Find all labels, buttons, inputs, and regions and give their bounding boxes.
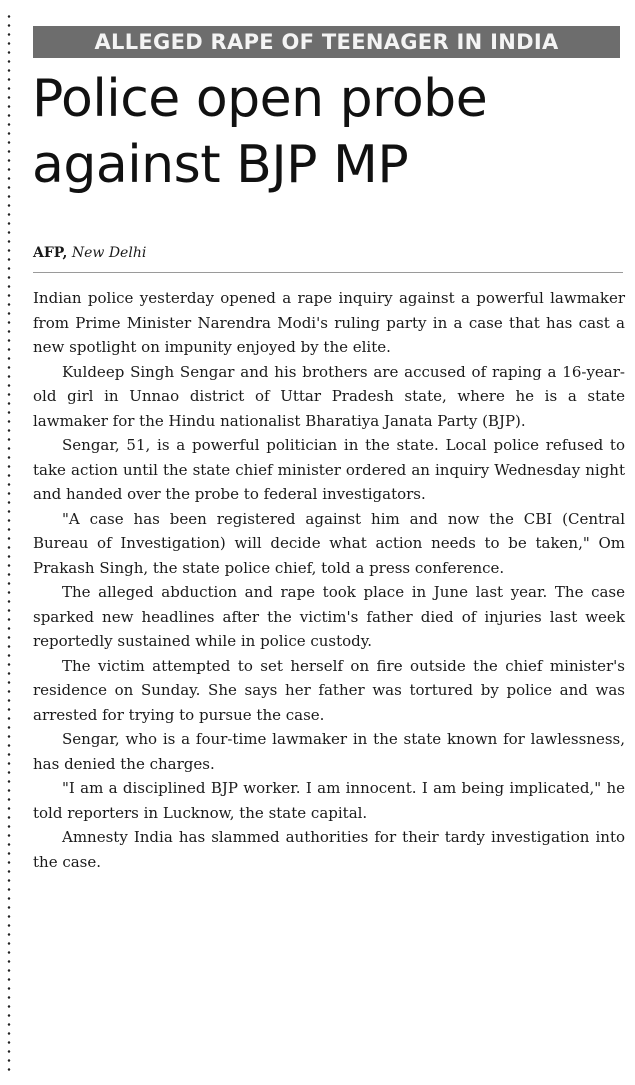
paragraph: Kuldeep Singh Sengar and his brothers are accused of raping a 16-year-old girl in Unnao district of Uttar Pradesh state, where he is a state lawmaker for the Hindu nationalist Bharatiya Janata Party (BJP). xyxy=(33,362,625,430)
paragraph: "I am a disciplined BJP worker. I am innocent. I am being implicated," he told reporters in Lucknow, the state capital. xyxy=(33,779,625,822)
headline-line-1: Police open probe xyxy=(32,69,488,129)
paragraph: Sengar, 51, is a powerful politician in the state. Local police refused to take action until the state chief minister ordered an inquiry Wednesday night and handed over the probe to federal investigators. xyxy=(33,436,625,503)
paragraph: "A case has been registered against him and now the CBI (Central Bureau of Investigation) will decide what action needs to be taken," Om Prakash Singh, the state police chief, told a press conference. xyxy=(33,509,625,577)
byline-agency: AFP, xyxy=(33,245,68,261)
byline-divider xyxy=(33,272,623,273)
paragraph: The victim attempted to set herself on fire outside the chief minister's residence on Sunday. She says her father was tortured by police and was arrested for trying to pursue the case. xyxy=(33,656,625,724)
paragraph: Sengar, who is a four-time lawmaker in the state known for lawlessness, has denied the charges. xyxy=(33,730,625,773)
paragraph: The alleged abduction and rape took place in June last year. The case sparked new headlines after the victim's father died of injuries last week reportedly sustained while in police custody. xyxy=(33,583,625,650)
dotted-column-border xyxy=(7,12,11,1074)
byline xyxy=(33,244,146,262)
byline-location: New Delhi xyxy=(71,245,147,261)
article-body xyxy=(33,286,625,874)
headline-line-2: against BJP MP xyxy=(32,135,409,195)
kicker-banner: ALLEGED RAPE OF TEENAGER IN INDIA xyxy=(33,26,620,58)
paragraph: Indian police yesterday opened a rape inquiry against a powerful lawmaker from Prime Minister Narendra Modi's ruling party in a case that has cast a new spotlight on impunity enjoyed by the elite. xyxy=(33,289,625,356)
paragraph: Amnesty India has slammed authorities for their tardy investigation into the case. xyxy=(33,828,625,871)
headline xyxy=(32,66,627,198)
